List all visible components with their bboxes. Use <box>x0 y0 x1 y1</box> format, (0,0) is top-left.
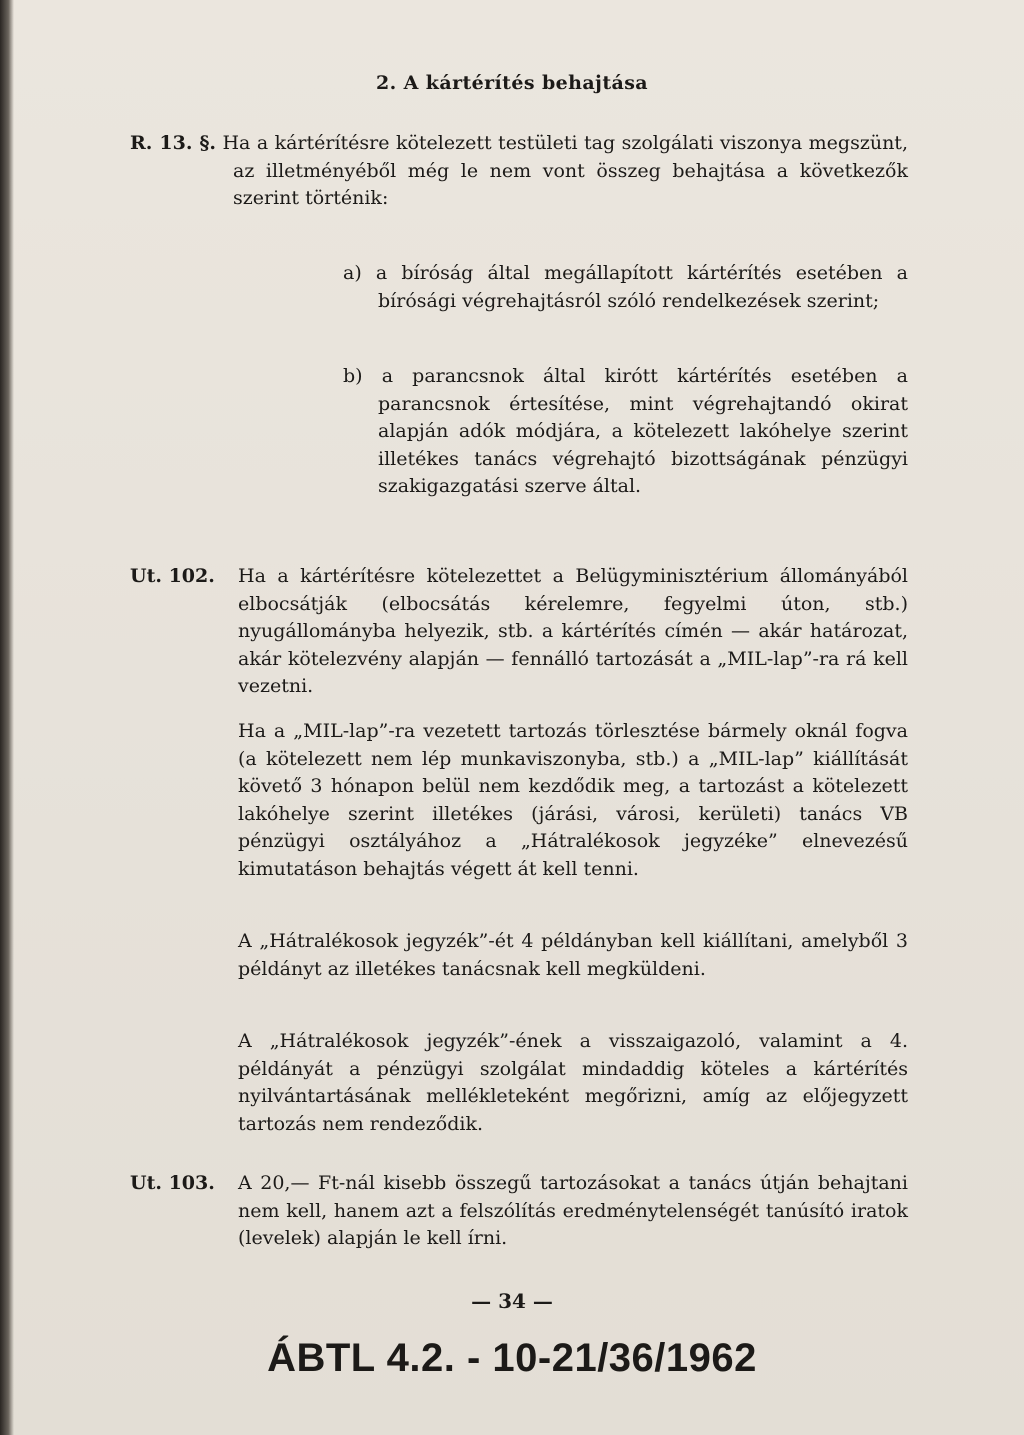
archive-reference: ÁBTL 4.2. - 10-21/36/1962 <box>267 1336 757 1380</box>
scan-edge <box>0 0 14 1435</box>
section-title: 2. A kártérítés behajtása <box>375 72 649 94</box>
page-number: — 34 — <box>471 1289 553 1313</box>
r13-label: R. 13. §. <box>130 132 217 154</box>
ut102-paragraph-2: Ha a „MIL-lap”-ra vezetett tartozás törlesztése bármely oknál fogva (a kötelezett nem lép munkaviszonyba, stb.) a „MIL-lap” kiállítását követő 3 hónapon belül nem kezdődik meg, a tartozást a kötelezett lakóhelye szerint illetékes (járási, városi, kerületi) tanács VB pénzügyi osztályához a „Hátralékosok jegyzéke” elnevezésű kimutatáson behajtás végett át kell tenni. <box>238 720 908 880</box>
r13-paragraph <box>130 130 908 213</box>
ut103-paragraph: A 20,— Ft-nál kisebb összegű tartozásokat a tanács útján behajtani nem kell, hanem azt a felszólítás eredménytelenségét tanúsító iratok (levelek) alapján le kell írni. <box>238 1172 908 1249</box>
ut103-label: Ut. 103. <box>130 1172 215 1194</box>
ut102-paragraph-3: A „Hátralékosok jegyzék”-ét 4 példányban kell kiállítani, amelyből 3 példányt az illetékes tanácsnak kell megküldeni. <box>238 930 908 980</box>
r13-item-a: a) a bíróság által megállapított kártérítés esetében a bírósági végrehajtásról szóló rendelkezések szerint; <box>343 262 908 312</box>
ut102-paragraph-4: A „Hátralékosok jegyzék”-ének a visszaigazoló, valamint a 4. példányát a pénzügyi szolgálat mindaddig köteles a kártérítés nyilvántartásának mellékleteként megőrizni, amíg az előjegyzett tartozás nem rendeződik. <box>238 1030 908 1135</box>
r13-item-b: b) a parancsnok által kirótt kártérítés esetében a parancsnok értesítése, mint végrehajtandó okirat alapján adók módjára, a kötelezett lakóhelye szerint illetékes tanács végrehajtó bizottságának pénzügyi szakigazgatási szerve által. <box>343 365 908 497</box>
r13-intro: Ha a kártérítésre kötelezett testületi tag szolgálati viszonya megszünt, az illetményéből még le nem vont összeg behajtása a következők szerint történik: <box>222 132 908 209</box>
ut102-paragraph-1: Ha a kártérítésre kötelezettet a Belügyminisztérium állományából elbocsátják (elbocsátás kérelemre, fegyelmi úton, stb.) nyugállományba helyezik, stb. a kártérítés címén — akár határozat, akár kötelezvény alapján — fennálló tartozását a „MIL-lap”-ra rá kell vezetni. <box>238 565 908 697</box>
ut102-label: Ut. 102. <box>130 565 215 587</box>
